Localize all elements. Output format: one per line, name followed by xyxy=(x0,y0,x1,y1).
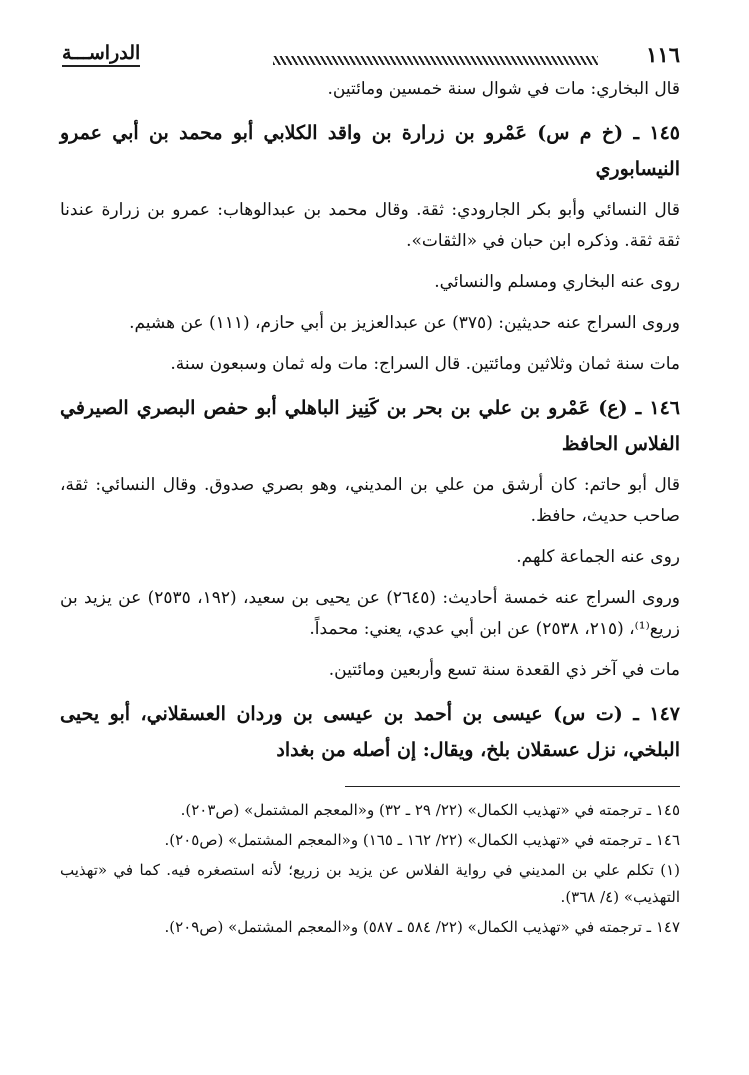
footnote-separator xyxy=(345,786,680,787)
entry-heading: ١٤٧ ـ (ت س) عيسى بن أحمد بن عيسى بن وردان العسقلاني، أبو يحيى البلخي، نزل عسقلان بلخ، ويقال: إن أصله من بغداد xyxy=(60,703,680,761)
page-number: ١١٦ xyxy=(646,42,680,67)
entry-heading: ١٤٦ ـ (ع) عَمْرو بن علي بن بحر بن كَنِيز الباهلي أبو حفص البصري الصيرفي الفلاس الحافظ xyxy=(60,397,680,455)
footnote: ١٤٥ ـ ترجمته في «تهذيب الكمال» (٢٢/ ٢٩ ـ ٣٢) و«المعجم المشتمل» (ص٢٠٣). xyxy=(180,801,680,819)
footnote: ١٤٦ ـ ترجمته في «تهذيب الكمال» (٢٢/ ١٦٢ ـ ١٦٥) و«المعجم المشتمل» (ص٢٠٥). xyxy=(164,831,680,849)
entry-heading: ١٤٥ ـ (خ م س) عَمْرو بن زرارة بن واقد الكلابي أبو محمد بن أبي عمرو النيسابوري xyxy=(60,122,680,180)
paragraph: روى عنه البخاري ومسلم والنسائي. xyxy=(434,272,680,292)
paragraph: مات في آخر ذي القعدة سنة تسع وأربعين ومائتين. xyxy=(328,660,680,680)
paragraph: وروى السراج عنه خمسة أحاديث: (٢٦٤٥) عن يحيى بن سعيد، (١٩٢، ٢٥٣٥) عن يزيد بن زريع⁽¹⁾، (٢١٥، ٢٥٣٨) عن ابن أبي عدي، يعني: محمداً. xyxy=(60,588,681,639)
paragraph: قال النسائي وأبو بكر الجارودي: ثقة. وقال محمد بن عبدالوهاب: عمرو بن زرارة عندنا ثقة ثقة. وذكره ابن حبان في «الثقات». xyxy=(60,200,680,251)
paragraph: روى عنه الجماعة كلهم. xyxy=(516,547,680,567)
page-header xyxy=(60,40,680,74)
book-page xyxy=(60,40,680,1040)
footnote: ١٤٧ ـ ترجمته في «تهذيب الكمال» (٢٢/ ٥٨٤ ـ ٥٨٧) و«المعجم المشتمل» (ص٢٠٩). xyxy=(164,918,680,936)
running-title: الدراســـة xyxy=(62,42,141,64)
header-rule xyxy=(273,56,598,65)
paragraph: مات سنة ثمان وثلاثين ومائتين. قال السراج: مات وله ثمان وسبعون سنة. xyxy=(170,354,680,374)
paragraph: قال أبو حاتم: كان أرشق من علي بن المديني، وهو بصري صدوق. وقال النسائي: ثقة، صاحب حديث، حافظ. xyxy=(60,475,680,526)
paragraph: وروى السراج عنه حديثين: (٣٧٥) عن عبدالعزيز بن أبي حازم، (١١١) عن هشيم. xyxy=(129,313,680,333)
footnote: (١) تكلم علي بن المديني في رواية الفلاس عن يزيد بن زريع؛ لأنه استصغره فيه. كما في «تهذيب التهذيب» (٤/ ٣٦٨). xyxy=(60,861,680,906)
paragraph: قال البخاري: مات في شوال سنة خمسين ومائتين. xyxy=(327,79,680,99)
